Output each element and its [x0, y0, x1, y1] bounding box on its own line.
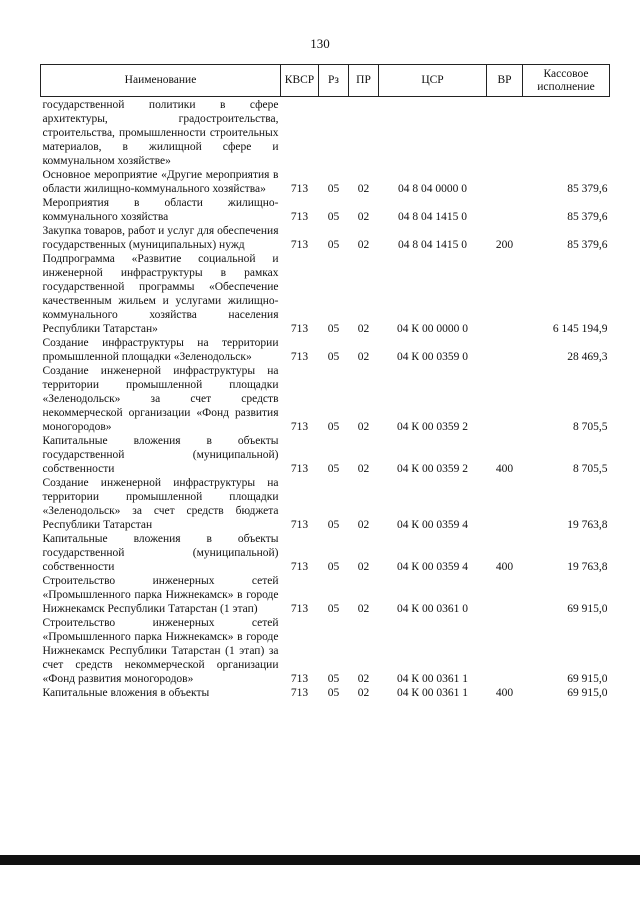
header-pr: ПР — [349, 65, 379, 97]
row-kvsr: 713 — [290, 421, 309, 433]
table-row — [41, 532, 610, 574]
header-vr: ВР — [487, 65, 523, 97]
row-rz: 05 — [327, 351, 340, 363]
row-amount: 19 763,8 — [567, 519, 608, 531]
row-pr: 02 — [357, 211, 370, 223]
row-name: Строительство инженерных сетей «Промышленного парка Нижнекамск» в городе Нижнекамск Республики Татарстан (1 этап) — [42, 575, 279, 615]
row-pr: 02 — [357, 687, 370, 699]
row-amount: 85 379,6 — [567, 239, 608, 251]
row-amount: 19 763,8 — [567, 561, 608, 573]
row-amount: 8 705,5 — [573, 463, 608, 475]
row-csr: 04 К 00 0359 4 — [397, 519, 468, 531]
row-rz: 05 — [327, 673, 340, 685]
row-csr: 04 К 00 0359 4 — [397, 561, 468, 573]
row-vr — [487, 364, 523, 434]
row-name: Подпрограмма «Развитие социальной и инженерной инфраструктуры в рамках государственной программы «Обеспечение качественным жильем и услугами жилищно-коммунального хозяйства населения Республики Татарстан» — [42, 253, 279, 335]
row-kvsr: 713 — [290, 463, 309, 475]
row-pr: 02 — [357, 519, 370, 531]
row-csr: 04 К 00 0361 1 — [397, 673, 468, 685]
table-row — [41, 686, 610, 700]
row-name: Закупка товаров, работ и услуг для обеспечения государственных (муниципальных) нужд — [42, 225, 279, 251]
row-kvsr: 713 — [290, 211, 309, 223]
row-kvsr: 713 — [290, 603, 309, 615]
row-kvsr — [281, 97, 319, 169]
row-csr — [379, 97, 487, 169]
row-kvsr: 713 — [290, 351, 309, 363]
table-header-row — [41, 65, 610, 97]
table-row — [41, 224, 610, 252]
row-amount: 6 145 194,9 — [552, 323, 608, 335]
row-amount — [523, 97, 610, 169]
header-csr: ЦСР — [379, 65, 487, 97]
row-csr: 04 К 00 0359 2 — [397, 463, 468, 475]
row-pr: 02 — [357, 183, 370, 195]
row-vr — [487, 252, 523, 336]
row-pr — [349, 97, 379, 169]
table-row — [41, 476, 610, 532]
row-pr: 02 — [357, 323, 370, 335]
row-name: Создание инженерной инфраструктуры на территории промышленной площадки «Зеленодольск» за счет средств бюджета Республики Татарстан — [42, 477, 279, 531]
row-amount: 28 469,3 — [567, 351, 608, 363]
row-vr — [487, 168, 523, 196]
row-vr — [487, 574, 523, 616]
row-pr: 02 — [357, 351, 370, 363]
row-kvsr: 713 — [290, 673, 309, 685]
row-vr: 200 — [495, 239, 514, 251]
row-kvsr: 713 — [290, 183, 309, 195]
table-row — [41, 97, 610, 169]
row-amount: 69 915,0 — [567, 673, 608, 685]
row-rz — [319, 97, 349, 169]
row-amount: 8 705,5 — [573, 421, 608, 433]
row-pr: 02 — [357, 561, 370, 573]
row-rz: 05 — [327, 603, 340, 615]
row-pr: 02 — [357, 463, 370, 475]
row-csr: 04 К 00 0000 0 — [397, 323, 468, 335]
row-pr: 02 — [357, 421, 370, 433]
row-rz: 05 — [327, 463, 340, 475]
row-vr — [487, 336, 523, 364]
row-name: Капитальные вложения в объекты государственной (муниципальной) собственности — [42, 533, 279, 573]
table-row — [41, 196, 610, 224]
row-vr — [487, 616, 523, 686]
row-vr — [487, 196, 523, 224]
row-rz: 05 — [327, 323, 340, 335]
row-vr: 400 — [495, 463, 514, 475]
budget-table — [40, 64, 610, 700]
row-rz: 05 — [327, 421, 340, 433]
row-kvsr: 713 — [290, 239, 309, 251]
page-bottom-border — [0, 855, 640, 865]
row-name: Капитальные вложения в объекты государственной (муниципальной) собственности — [42, 435, 279, 475]
row-name: Создание инженерной инфраструктуры на территории промышленной площадки «Зеленодольск» за счет средств некоммерческой организации «Фонд развития моногородов» — [42, 365, 279, 433]
row-csr: 04 К 00 0361 1 — [397, 687, 468, 699]
row-rz: 05 — [327, 183, 340, 195]
table-row — [41, 168, 610, 196]
row-pr: 02 — [357, 673, 370, 685]
row-rz: 05 — [327, 239, 340, 251]
row-csr: 04 К 00 0359 0 — [397, 351, 468, 363]
row-vr: 400 — [495, 561, 514, 573]
row-name: государственной политики в сфере архитектуры, градостроительства, строительства, промышленности строительных материалов, в жилищной сфере и коммунальном хозяйстве» — [42, 99, 279, 167]
row-pr: 02 — [357, 603, 370, 615]
page-number: 130 — [310, 36, 330, 51]
row-kvsr: 713 — [290, 519, 309, 531]
row-rz: 05 — [327, 211, 340, 223]
row-amount: 69 915,0 — [567, 603, 608, 615]
row-csr: 04 8 04 1415 0 — [398, 211, 467, 223]
row-kvsr: 713 — [290, 687, 309, 699]
row-vr — [487, 476, 523, 532]
row-vr — [487, 97, 523, 169]
row-csr: 04 8 04 1415 0 — [398, 239, 467, 251]
row-name: Строительство инженерных сетей «Промышленного парка Нижнекамск» в городе Нижнекамск Республики Татарстан (1 этап) за счет средств некоммерческой организации «Фонд развития моногородов» — [42, 617, 279, 685]
table-row — [41, 364, 610, 434]
row-name: Основное мероприятие «Другие мероприятия в области жилищно-коммунального хозяйства» — [42, 169, 279, 195]
table-row — [41, 616, 610, 686]
header-name: Наименование — [41, 65, 281, 97]
row-rz: 05 — [327, 687, 340, 699]
table-row — [41, 574, 610, 616]
row-amount: 85 379,6 — [567, 211, 608, 223]
row-name: Создание инфраструктуры на территории промышленной площадки «Зеленодольск» — [42, 337, 279, 363]
table-row — [41, 252, 610, 336]
row-rz: 05 — [327, 561, 340, 573]
row-csr: 04 К 00 0359 2 — [397, 421, 468, 433]
row-kvsr: 713 — [290, 323, 309, 335]
header-amount: Кассовое исполнение — [523, 65, 610, 97]
table-row — [41, 434, 610, 476]
row-csr: 04 8 04 0000 0 — [398, 183, 467, 195]
row-vr: 400 — [495, 687, 514, 699]
row-name: Мероприятия в области жилищно-коммунального хозяйства — [42, 197, 279, 223]
header-kvsr: КВСР — [281, 65, 319, 97]
row-rz: 05 — [327, 519, 340, 531]
header-rz: Рз — [319, 65, 349, 97]
row-name: Капитальные вложения в объекты — [42, 687, 210, 699]
row-amount: 85 379,6 — [567, 183, 608, 195]
row-csr: 04 К 00 0361 0 — [397, 603, 468, 615]
table-row — [41, 336, 610, 364]
row-pr: 02 — [357, 239, 370, 251]
row-amount: 69 915,0 — [567, 687, 608, 699]
row-kvsr: 713 — [290, 561, 309, 573]
